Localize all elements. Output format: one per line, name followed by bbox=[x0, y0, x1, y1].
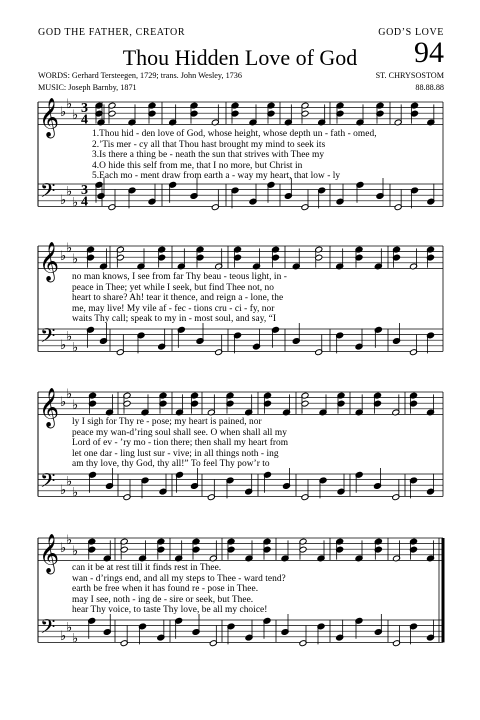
flat-sign: ♭ bbox=[72, 108, 79, 123]
lyric-line: am thy love, thy God, thy all!” To feel Thy pow’r to bbox=[72, 459, 270, 470]
lyric-line: peace in Thee; yet while I seek, but find Thee not, no bbox=[72, 282, 275, 293]
topic-header: GOD’S LOVE bbox=[378, 27, 444, 38]
hymn-number: 94 bbox=[414, 36, 444, 69]
final-bar bbox=[442, 538, 445, 642]
tune-name: ST. CHRYSOSTOM bbox=[375, 71, 444, 80]
flat-sign: ♭ bbox=[66, 532, 73, 548]
lyric-line: 1.Thou hid - den love of God, whose height, whose depth un - fath - omed, bbox=[92, 129, 377, 139]
lyric-line: me, may live! My vile af - fec - tions cru - ci - fy, nor bbox=[72, 303, 275, 314]
flat-sign: ♭ bbox=[72, 195, 79, 211]
lyric-line: ly I sigh for Thy re - pose; my heart is pained, nor bbox=[72, 417, 262, 427]
lyric-line: earth be free when it has found re - pose in Thee. bbox=[72, 584, 259, 595]
flat-sign: ♭ bbox=[60, 337, 67, 353]
flat-sign: ♭ bbox=[60, 192, 67, 208]
flat-sign: ♭ bbox=[66, 386, 73, 402]
flat-sign: ♭ bbox=[60, 395, 67, 411]
lyric-line: may I see, noth - ing de - sire or seek, but Thee. bbox=[72, 594, 254, 605]
section-header: GOD THE FATHER, CREATOR bbox=[38, 27, 186, 38]
time-sig-top: 3 bbox=[81, 183, 88, 199]
time-sig-bottom: 4 bbox=[81, 194, 88, 210]
treble-clef: 𝄞 bbox=[39, 241, 60, 282]
time-sig-top: 3 bbox=[81, 101, 88, 117]
lyric-line: let one dar - ling lust sur - vive; in all things noth - ing bbox=[72, 448, 279, 459]
lyric-line: wan - d’rings end, and all my steps to Thee - ward tend? bbox=[72, 573, 286, 584]
flat-sign: ♭ bbox=[60, 249, 67, 265]
flat-sign: ♭ bbox=[66, 184, 73, 200]
flat-sign: ♭ bbox=[60, 482, 67, 498]
words-credit: WORDS: Gerhard Tersteegen, 1729; trans. John Wesley, 1736 bbox=[38, 71, 242, 80]
lyric-line: waits Thy call; speak to my in - most soul, and say, “I bbox=[72, 314, 277, 325]
flat-sign: ♭ bbox=[72, 544, 79, 559]
flat-sign: ♭ bbox=[72, 340, 79, 356]
lyric-line: 2.’Tis mer - cy all that Thou hast brought my mind to seek its bbox=[92, 139, 326, 150]
flat-sign: ♭ bbox=[72, 398, 79, 413]
flat-sign: ♭ bbox=[66, 474, 73, 490]
flat-sign: ♭ bbox=[66, 240, 73, 256]
flat-sign: ♭ bbox=[72, 631, 79, 647]
treble-clef: 𝄞 bbox=[39, 387, 60, 428]
lyric-line: Lord of ev - ’ry mo - tion there; then shall my heart from bbox=[72, 438, 289, 449]
flat-sign: ♭ bbox=[72, 252, 79, 267]
treble-clef: 𝄞 bbox=[39, 97, 60, 138]
flat-sign: ♭ bbox=[60, 541, 67, 557]
music-credit: MUSIC: Joseph Barnby, 1871 bbox=[38, 83, 137, 92]
flat-sign: ♭ bbox=[66, 620, 73, 636]
treble-clef: 𝄞 bbox=[39, 533, 60, 574]
flat-sign: ♭ bbox=[72, 485, 79, 501]
bass-clef: 𝄢 bbox=[40, 178, 56, 207]
hymn-title: Thou Hidden Love of God bbox=[122, 45, 358, 70]
lyric-line: heart to share? Ah! tear it thence, and reign a - lone, the bbox=[72, 293, 284, 304]
lyric-line: 4.O hide this self from me, that I no more, but Christ in bbox=[92, 160, 303, 171]
meter: 88.88.88 bbox=[415, 83, 444, 92]
bass-clef: 𝄢 bbox=[40, 323, 56, 352]
lyric-line: 5.Each mo - ment draw from earth a - way my heart, that low - ly bbox=[92, 171, 341, 182]
lyric-line: no man knows, I see from far Thy beau - teous light, in - bbox=[72, 272, 287, 282]
flat-sign: ♭ bbox=[60, 105, 67, 121]
bass-clef: 𝄢 bbox=[40, 468, 56, 497]
time-sig-bottom: 4 bbox=[81, 112, 88, 128]
flat-sign: ♭ bbox=[60, 628, 67, 644]
flat-sign: ♭ bbox=[66, 96, 73, 112]
lyric-line: 3.Is there a thing be - neath the sun that strives with Thee my bbox=[92, 150, 325, 161]
flat-sign: ♭ bbox=[66, 329, 73, 345]
lyric-line: can it be at rest till it finds rest in Thee. bbox=[72, 563, 222, 573]
lyric-line: hear Thy voice, to taste Thy love, be all my choice! bbox=[72, 605, 268, 616]
bass-clef: 𝄢 bbox=[40, 614, 56, 643]
lyric-line: peace my wan-d’ring soul shall see. O when shall all my bbox=[72, 427, 287, 438]
